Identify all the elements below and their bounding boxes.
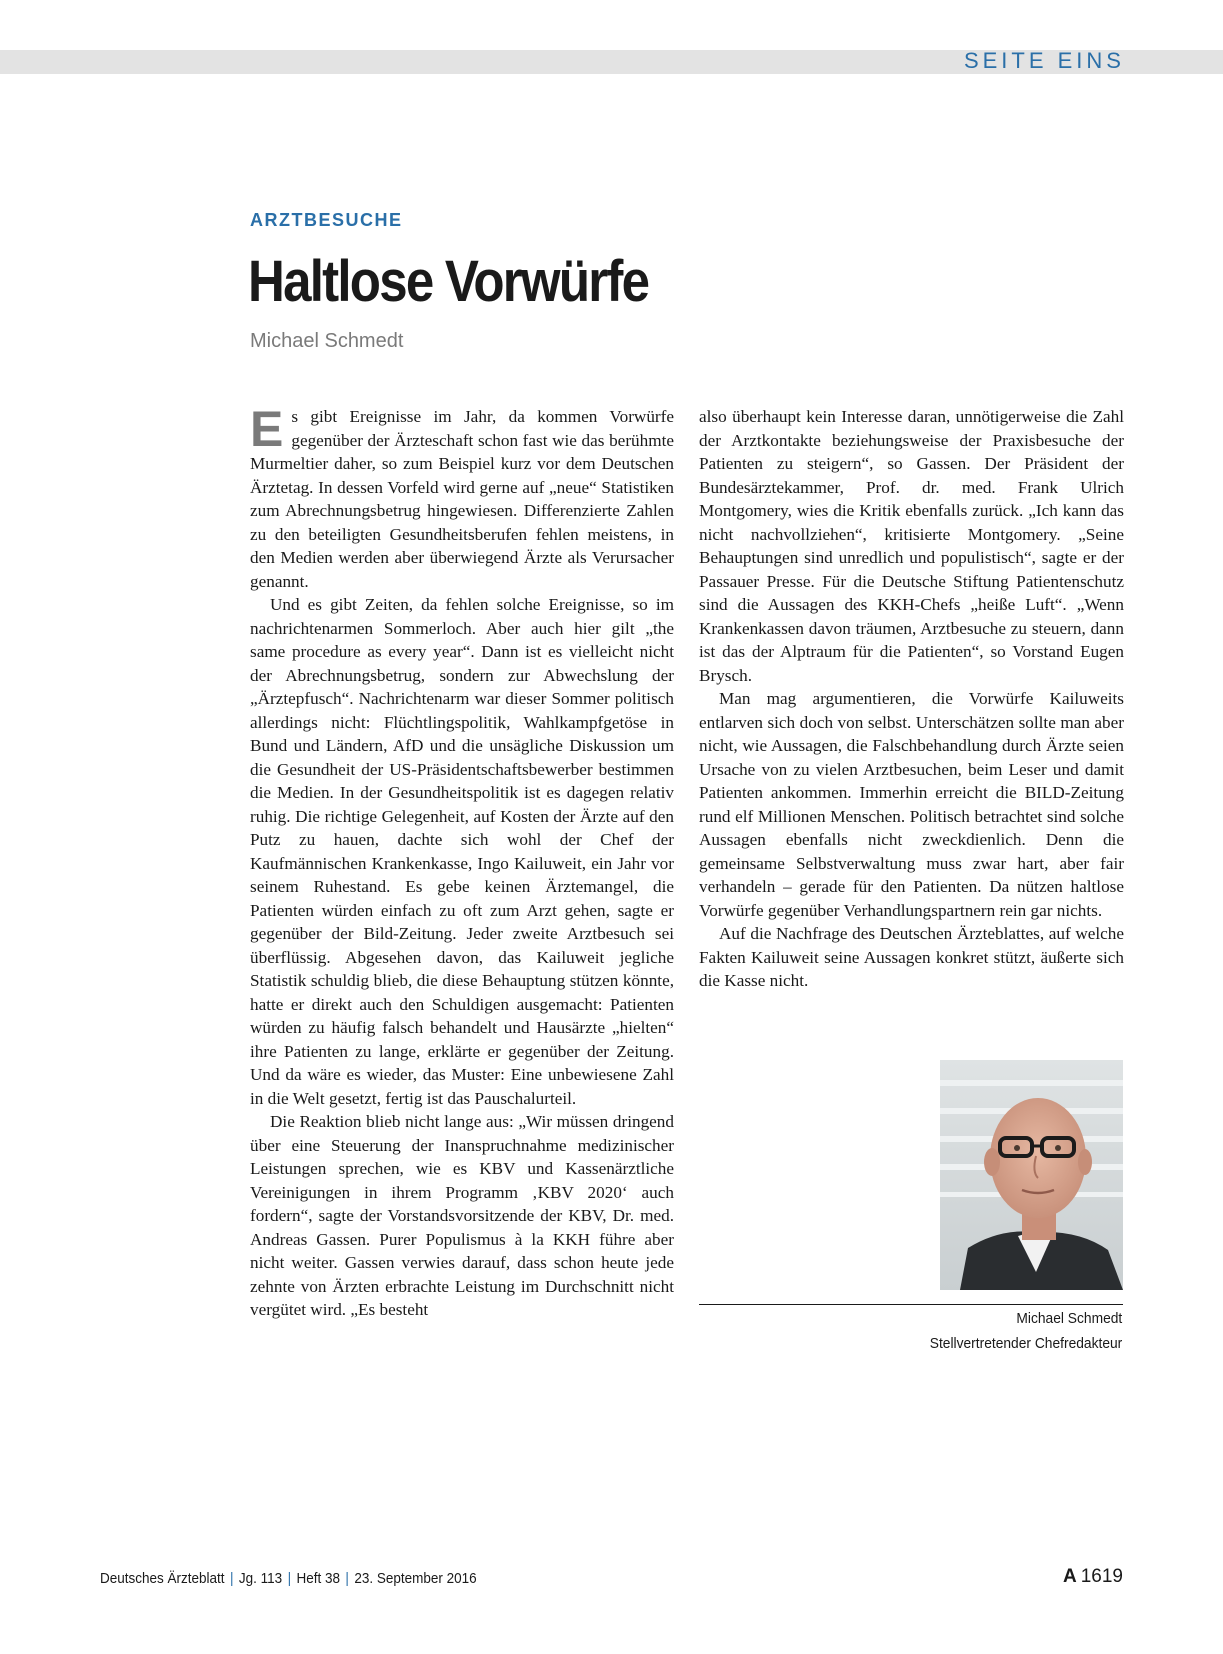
paragraph: Die Reaktion blieb nicht lange aus: „Wir müssen dringend über eine Steuerung der Inanspruchnahme medizinischer Leistungen sprechen, wie es KBV und Kassenärztliche Vereinigungen in ihrem Programm ‚KBV 2020‘ auch fordern“, sagte der Vorstandsvorsitzende der KBV, Dr. med. Andreas Gassen. Purer Populismus à la KKH führe aber nicht weiter. Gassen verwies darauf, dass schon heute jede zehnte von Ärzten erbrachte Leistung im Durchschnitt nicht vergütet wird. „Es besteht xyxy=(250,1112,674,1319)
page-number-value: 1619 xyxy=(1080,1566,1123,1587)
separator: | xyxy=(229,1570,234,1587)
section-label: SEITE EINS xyxy=(963,48,1125,73)
article-author: Michael Schmedt xyxy=(250,330,404,352)
photo-caption xyxy=(913,1306,1122,1356)
paragraph: Es gibt Ereignisse im Jahr, da kommen Vorwürfe gegenüber der Ärzteschaft schon fast wie das berühmte Murmeltier daher, so zum Beispiel kurz vor dem Deutschen Ärztetag. In dessen Vorfeld wird gerne auf „neue“ Statistiken zum Abrechnungsbetrug hingewiesen. Differenzierte Zahlen zu den beteiligten Gesundheitsberufen fehlen meistens, in den Medien werden aber überwiegend Ärzte als Verursacher genannt. xyxy=(250,401,674,591)
page-number xyxy=(1063,1566,1123,1588)
caption-name: Michael Schmedt xyxy=(1016,1310,1122,1327)
paragraph: Man mag argumentieren, die Vorwürfe Kailuweits entlarven sich doch von selbst. Unterschätzen sollte man aber nicht, wie Aussagen, die Falschbehandlung durch Ärzte seien Ursache von zu vielen Arztbesuchen, beim Leser und damit Patienten ankommen. Immerhin erreicht die BILD-Zeitung rund elf Millionen Menschen. Politisch betrachtet sind solche Aussagen ebenfalls nicht zweckdienlich. Denn die gemeinsame Selbstverwaltung muss zwar hart, aber fair verhandeln – gerade für den Patienten. Da nützen haltlose Vorwürfe gegenüber Verhandlungspartnern rein gar nichts. xyxy=(699,689,1124,920)
article-kicker: ARZTBESUCHE xyxy=(250,210,403,230)
article-column-right xyxy=(699,405,1124,993)
author-portrait xyxy=(940,1060,1123,1290)
issue: Heft 38 xyxy=(296,1570,341,1587)
caption-rule xyxy=(699,1304,1123,1305)
paragraph: Und es gibt Zeiten, da fehlen solche Ereignisse, so im nachrichtenarmen Sommerloch. Aber auch hier gilt „the same procedure as every year“. Dann ist es vielleicht nicht der Abrechnungsbetrug, sondern zur Abwechslung der „Ärztepfusch“. Nachrichtenarm war dieser Sommer politisch allerdings nicht: Flüchtlingspolitik, Wahlkampfgetöse in Bund und Ländern, AfD und die unsägliche Diskussion um die Gesundheit der US-Präsidentschaftsbewerber bestimmen die Medien. In der Gesundheitspolitik ist es dagegen relativ ruhig. Die richtige Gelegenheit, auf Kosten der Ärzte auf den Putz zu hauen, dachte sich wohl der Chef der Kaufmännischen Krankenkasse, Ingo Kailuweit, ein Jahr vor seinem Ruhestand. Es gebe keinen Ärztemangel, die Patienten würden einfach zu oft zum Arzt gehen, sagte er gegenüber der Bild-Zeitung. Jeder zweite Arztbesuch sei überflüssig. Abgesehen davon, das Kailuweit jegliche Statistik schuldig blieb, die diese Behauptung stützen könnte, hatte er direkt auch den Schuldigen ausgemacht: Patienten würden zu häufig falsch behandelt und Hausärzte „hielten“ ihre Patienten zu lange, erklärte er gegenüber der Zeitung. Und da wäre es wieder, das Muster: Eine unbewiesene Zahl in die Welt gesetzt, fertig ist das Pauschalurteil. xyxy=(250,595,674,1108)
footer-citation xyxy=(100,1570,477,1587)
separator: | xyxy=(345,1570,349,1587)
article-title: Haltlose Vorwürfe xyxy=(248,249,649,314)
issue-date: 23. September 2016 xyxy=(354,1570,477,1587)
volume: Jg. 113 xyxy=(238,1570,283,1587)
caption-role: Stellvertretender Chefredakteur xyxy=(929,1335,1122,1352)
paragraph: Auf die Nachfrage des Deutschen Ärzteblattes, auf welche Fakten Kailuweit seine Aussagen konkret stützt, äußerte sich die Kasse nicht. xyxy=(699,924,1124,990)
paragraph: also überhaupt kein Interesse daran, unnötigerweise die Zahl der Arztkontakte beziehungsweise der Praxisbesuche der Patienten zu steigern“, so Gassen. Der Präsident der Bundesärztekammer, Prof. dr. med. Frank Ulrich Montgomery, wies die Kritik ebenfalls zurück. „Ich kann das nicht nachvollziehen“, kritisierte Montgomery. „Seine Behauptungen sind unredlich und populistisch“, sagte er der Passauer Presse. Für die Deutsche Stiftung Patientenschutz sind die Aussagen des KKH-Chefs „heiße Luft“. „Wenn Krankenkassen davon träumen, Arztbesuche zu steuern, dann ist das der Alptraum für die Patienten“, so Vorstand Eugen Brysch. xyxy=(699,407,1124,685)
article-column-left xyxy=(250,401,674,1322)
separator: | xyxy=(287,1570,292,1587)
publication-name: Deutsches Ärzteblatt xyxy=(100,1570,225,1587)
drop-cap: E xyxy=(250,401,284,457)
page-prefix: A xyxy=(1062,1566,1077,1587)
